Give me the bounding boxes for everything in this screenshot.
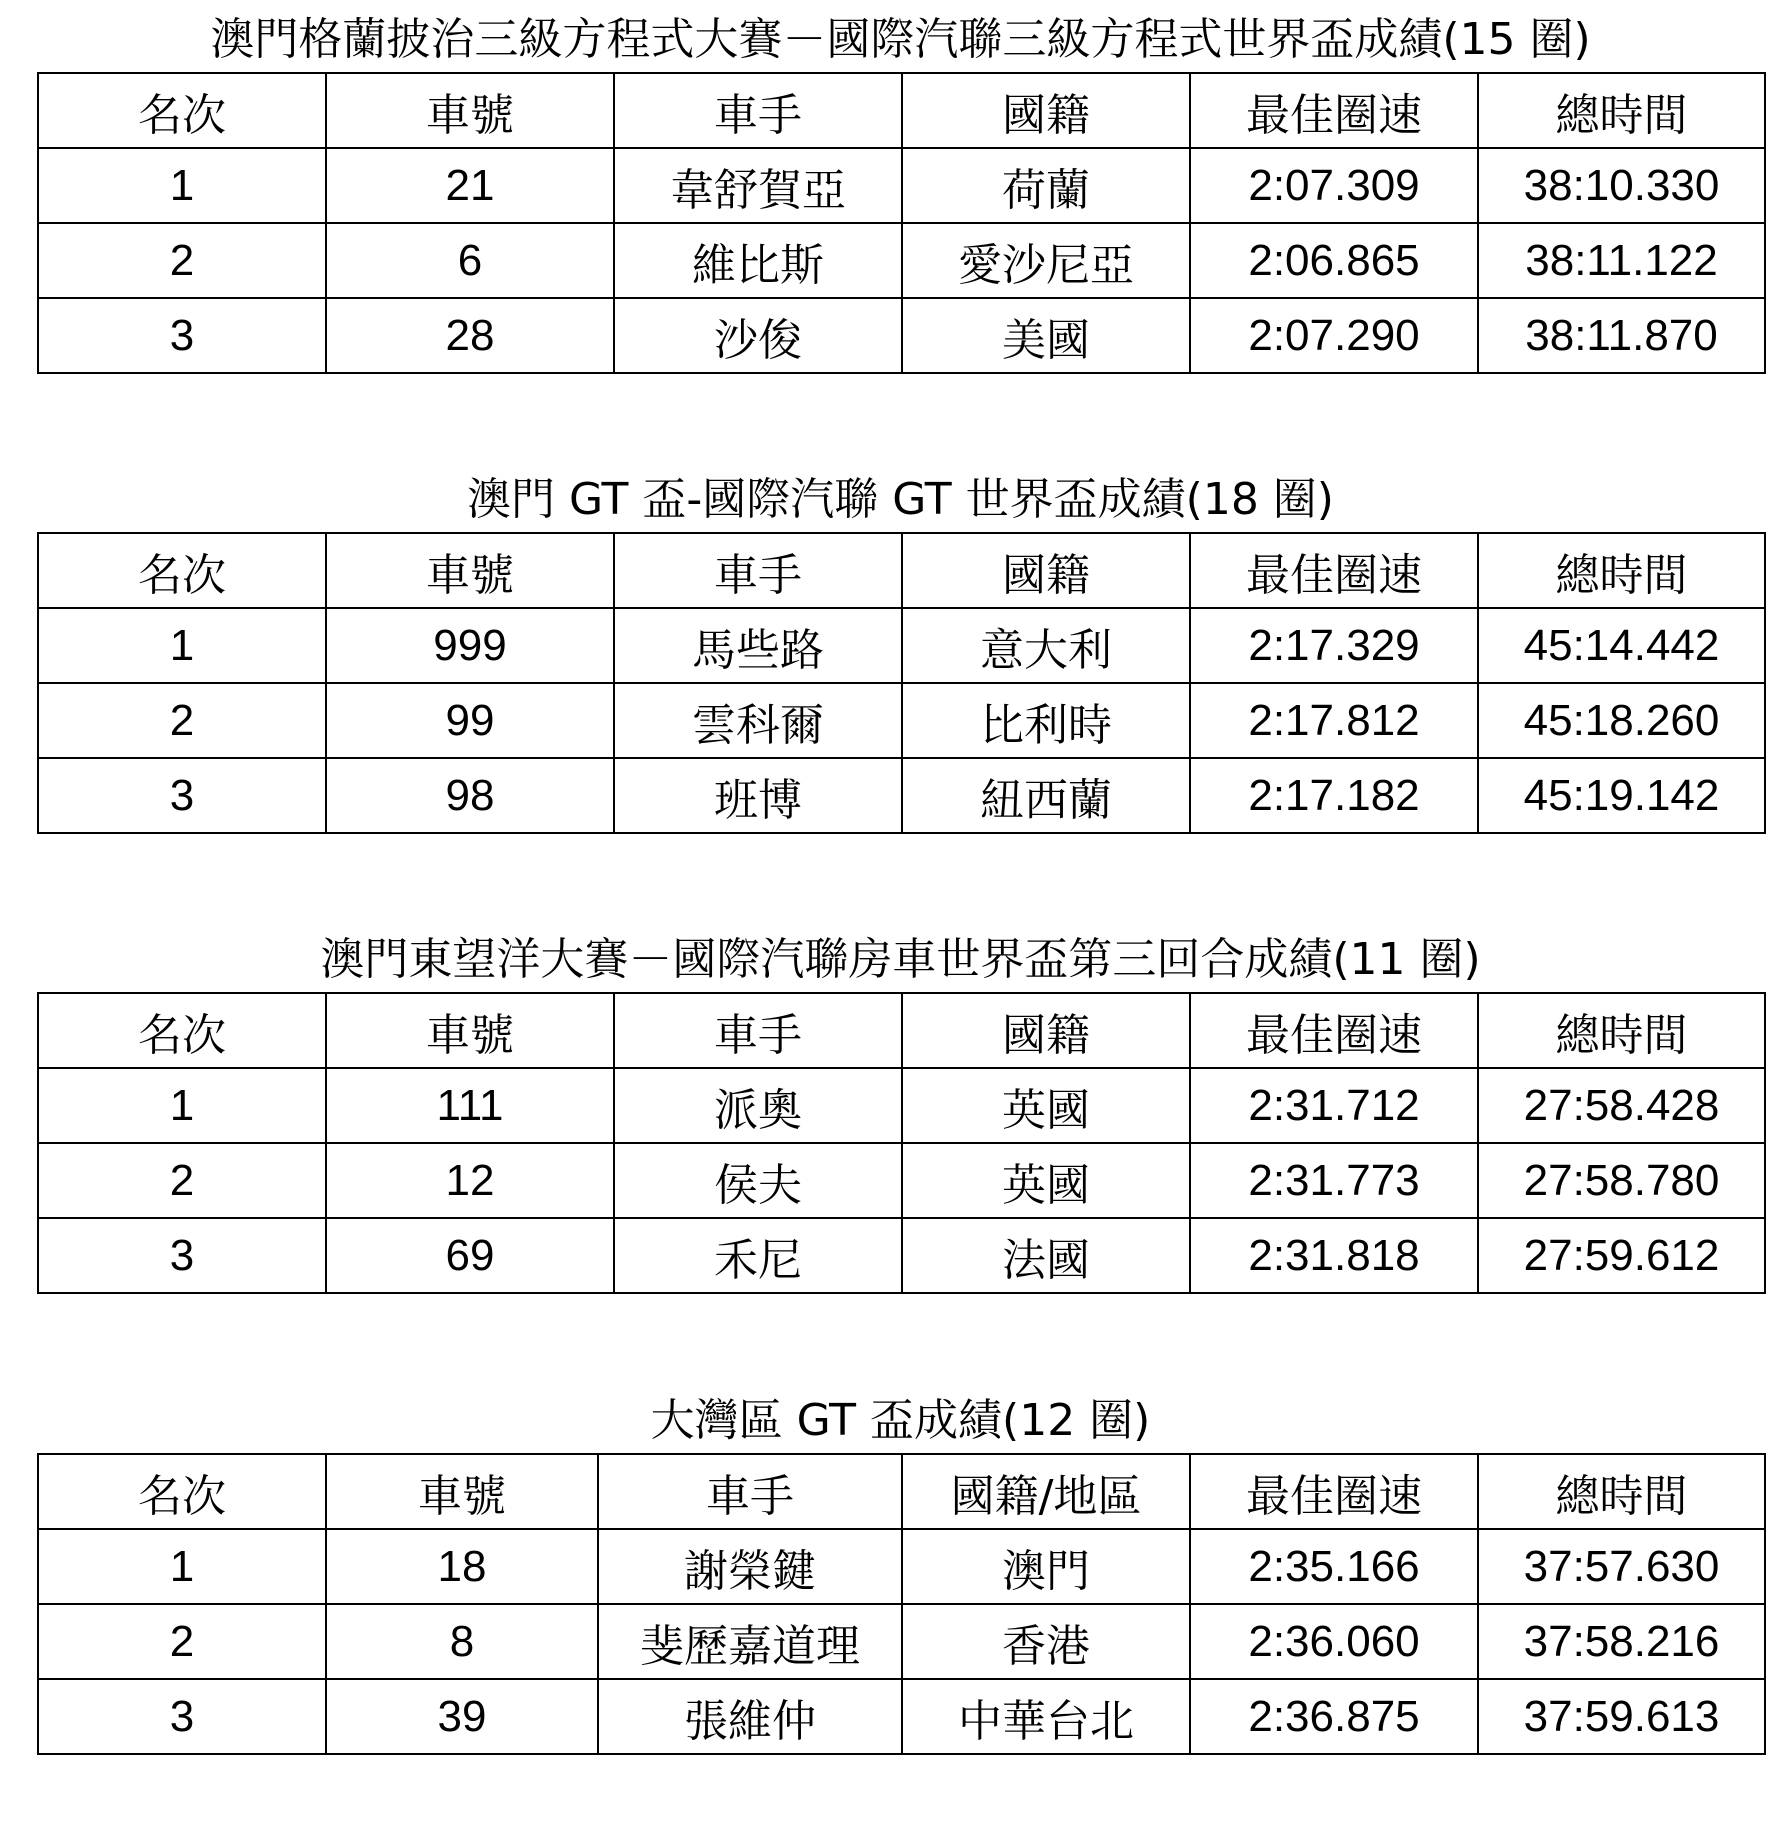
header-rank: 名次: [38, 533, 326, 608]
cell-nationality: 意大利: [902, 608, 1190, 683]
table-row: [38, 1068, 1765, 1143]
cell-car-number: 6: [326, 223, 614, 298]
cell-driver: 韋舒賀亞: [614, 148, 902, 223]
cell-total-time: 45:19.142: [1478, 758, 1765, 833]
cell-driver: 維比斯: [614, 223, 902, 298]
cell-car-number: 8: [326, 1604, 598, 1679]
cell-nationality: 美國: [902, 298, 1190, 373]
cell-car-number: 69: [326, 1218, 614, 1293]
cell-total-time: 37:59.613: [1478, 1679, 1765, 1754]
cell-driver: 馬些路: [614, 608, 902, 683]
header-total-time: 總時間: [1478, 993, 1765, 1068]
cell-best-lap: 2:31.712: [1190, 1068, 1478, 1143]
cell-driver: 侯夫: [614, 1143, 902, 1218]
cell-best-lap: 2:31.818: [1190, 1218, 1478, 1293]
table-row: [38, 1529, 1765, 1604]
cell-car-number: 98: [326, 758, 614, 833]
cell-nationality: 澳門: [902, 1529, 1190, 1604]
cell-total-time: 38:10.330: [1478, 148, 1765, 223]
table-row: [38, 758, 1765, 833]
cell-nationality: 中華台北: [902, 1679, 1190, 1754]
header-driver: 車手: [614, 73, 902, 148]
table-row: [38, 683, 1765, 758]
cell-driver: 禾尼: [614, 1218, 902, 1293]
cell-driver: 張維仲: [598, 1679, 902, 1754]
cell-rank: 2: [38, 223, 326, 298]
cell-total-time: 45:14.442: [1478, 608, 1765, 683]
cell-best-lap: 2:35.166: [1190, 1529, 1478, 1604]
cell-car-number: 99: [326, 683, 614, 758]
cell-driver: 派奧: [614, 1068, 902, 1143]
cell-total-time: 38:11.122: [1478, 223, 1765, 298]
cell-driver: 雲科爾: [614, 683, 902, 758]
cell-car-number: 18: [326, 1529, 598, 1604]
cell-driver: 沙俊: [614, 298, 902, 373]
table-header-row: [38, 993, 1765, 1068]
results-table: [37, 532, 1766, 834]
cell-total-time: 38:11.870: [1478, 298, 1765, 373]
cell-nationality: 香港: [902, 1604, 1190, 1679]
cell-driver: 班博: [614, 758, 902, 833]
header-car-number: 車號: [326, 993, 614, 1068]
cell-nationality: 英國: [902, 1068, 1190, 1143]
header-driver: 車手: [598, 1454, 902, 1529]
header-best-lap: 最佳圈速: [1190, 533, 1478, 608]
table-row: [38, 1218, 1765, 1293]
table-header-row: [38, 1454, 1765, 1529]
cell-total-time: 37:57.630: [1478, 1529, 1765, 1604]
cell-driver: 謝榮鍵: [598, 1529, 902, 1604]
cell-car-number: 999: [326, 608, 614, 683]
cell-car-number: 28: [326, 298, 614, 373]
cell-best-lap: 2:17.182: [1190, 758, 1478, 833]
cell-best-lap: 2:36.875: [1190, 1679, 1478, 1754]
table-row: [38, 1143, 1765, 1218]
cell-car-number: 111: [326, 1068, 614, 1143]
header-best-lap: 最佳圈速: [1190, 1454, 1478, 1529]
cell-total-time: 27:59.612: [1478, 1218, 1765, 1293]
cell-driver: 斐歷嘉道理: [598, 1604, 902, 1679]
cell-nationality: 比利時: [902, 683, 1190, 758]
cell-nationality: 紐西蘭: [902, 758, 1190, 833]
header-driver: 車手: [614, 993, 902, 1068]
section-title: 澳門 GT 盃-國際汽聯 GT 世界盃成績(18 圈): [467, 474, 1334, 525]
cell-car-number: 12: [326, 1143, 614, 1218]
table-row: [38, 1604, 1765, 1679]
table-header-row: [38, 73, 1765, 148]
cell-best-lap: 2:07.309: [1190, 148, 1478, 223]
header-driver: 車手: [614, 533, 902, 608]
cell-total-time: 37:58.216: [1478, 1604, 1765, 1679]
cell-nationality: 法國: [902, 1218, 1190, 1293]
cell-car-number: 21: [326, 148, 614, 223]
cell-best-lap: 2:17.812: [1190, 683, 1478, 758]
cell-best-lap: 2:06.865: [1190, 223, 1478, 298]
cell-total-time: 27:58.780: [1478, 1143, 1765, 1218]
header-best-lap: 最佳圈速: [1190, 73, 1478, 148]
header-total-time: 總時間: [1478, 73, 1765, 148]
header-car-number: 車號: [326, 1454, 598, 1529]
cell-rank: 2: [38, 1604, 326, 1679]
cell-rank: 3: [38, 1218, 326, 1293]
header-nationality: 國籍: [902, 993, 1190, 1068]
header-nationality: 國籍: [902, 73, 1190, 148]
header-best-lap: 最佳圈速: [1190, 993, 1478, 1068]
cell-best-lap: 2:07.290: [1190, 298, 1478, 373]
cell-best-lap: 2:36.060: [1190, 1604, 1478, 1679]
results-table: [37, 1453, 1766, 1755]
cell-rank: 1: [38, 148, 326, 223]
header-total-time: 總時間: [1478, 533, 1765, 608]
table-header-row: [38, 533, 1765, 608]
header-nationality-region: 國籍/地區: [902, 1454, 1190, 1529]
cell-best-lap: 2:17.329: [1190, 608, 1478, 683]
cell-car-number: 39: [326, 1679, 598, 1754]
cell-rank: 3: [38, 758, 326, 833]
section-title: 大灣區 GT 盃成績(12 圈): [650, 1395, 1151, 1446]
cell-nationality: 英國: [902, 1143, 1190, 1218]
table-row: [38, 608, 1765, 683]
cell-nationality: 荷蘭: [902, 148, 1190, 223]
header-car-number: 車號: [326, 533, 614, 608]
header-rank: 名次: [38, 73, 326, 148]
table-row: [38, 148, 1765, 223]
results-table: [37, 72, 1766, 374]
cell-rank: 2: [38, 1143, 326, 1218]
section-title: 澳門格蘭披治三級方程式大賽－國際汽聯三級方程式世界盃成績(15 圈): [210, 14, 1591, 65]
cell-best-lap: 2:31.773: [1190, 1143, 1478, 1218]
cell-rank: 3: [38, 298, 326, 373]
cell-rank: 2: [38, 683, 326, 758]
cell-rank: 1: [38, 1529, 326, 1604]
table-row: [38, 1679, 1765, 1754]
header-rank: 名次: [38, 993, 326, 1068]
cell-nationality: 愛沙尼亞: [902, 223, 1190, 298]
cell-rank: 3: [38, 1679, 326, 1754]
header-nationality: 國籍: [902, 533, 1190, 608]
cell-total-time: 27:58.428: [1478, 1068, 1765, 1143]
cell-rank: 1: [38, 608, 326, 683]
header-car-number: 車號: [326, 73, 614, 148]
header-total-time: 總時間: [1478, 1454, 1765, 1529]
header-rank: 名次: [38, 1454, 326, 1529]
cell-rank: 1: [38, 1068, 326, 1143]
section-title: 澳門東望洋大賽－國際汽聯房車世界盃第三回合成績(11 圈): [320, 934, 1481, 985]
table-row: [38, 223, 1765, 298]
results-table: [37, 992, 1766, 1294]
cell-total-time: 45:18.260: [1478, 683, 1765, 758]
table-row: [38, 298, 1765, 373]
